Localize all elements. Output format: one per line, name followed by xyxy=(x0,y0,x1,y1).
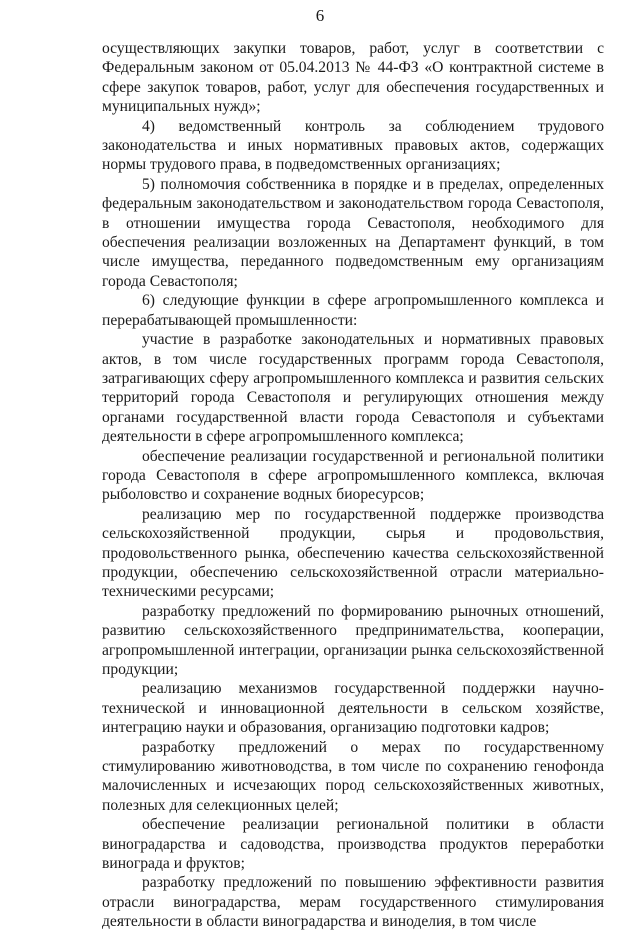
paragraph-policy: обеспечение реализации государственной и региональной политики города Севастополя в сфере агропромышленного комплекса, включая рыболовство и сохранение водных биоресурсов; xyxy=(102,447,604,504)
paragraph-item-4: 4) ведомственный контроль за соблюдением трудового законодательства и иных нормативных правовых актов, содержащих нормы трудового права, в подведомственных организациях; xyxy=(102,117,604,174)
paragraph-viticulture-policy: обеспечение реализации региональной политики в области виноградарства и садоводства, производства продуктов переработки винограда и фруктов; xyxy=(102,816,604,873)
paragraph-support-measures: реализацию мер по государственной поддержке производства сельскохозяйственной продукции, сырья и продовольствия, продовольственного рынка, обеспечению качества сельскохозяйственной продукции, обеспечению сельскохозяйственной отрасли материально-техническими ресурсами; xyxy=(102,505,604,601)
document-body xyxy=(102,39,604,932)
page-number: 6 xyxy=(315,6,325,25)
paragraph-market-relations: разработку предложений по формированию рыночных отношений, развитию сельскохозяйственного предпринимательства, кооперации, агропромышленной интеграции, организации рынка сельскохозяйственной продукции; xyxy=(102,602,604,678)
paragraph-item-6: 6) следующие функции в сфере агропромышленного комплекса и перерабатывающей промышленности: xyxy=(102,292,604,329)
paragraph-viticulture-efficiency: разработку предложений по повышению эффективности развития отрасли виноградарства, мерам государственного стимулирования деятельности в области виноградарства и виноделия, в том числе xyxy=(102,874,604,931)
paragraph-item-5: 5) полномочия собственника в порядке и в пределах, определенных федеральным законодательством и законодательством города Севастополя, в отношении имущества города Севастополя, необходимого для обеспечения реализации возложенных на Департамент функций, в том числе имущества, переданного подведомственным ему организациям города Севастополя; xyxy=(102,175,604,290)
paragraph-1: осуществляющих закупки товаров, работ, услуг в соответствии с Федеральным законом от 05.04.2013 № 44-ФЗ «О контрактной системе в сфере закупок товаров, работ, услуг для обеспечения государственных и муниципальных нужд»; xyxy=(102,40,604,116)
paragraph-legislation: участие в разработке законодательных и нормативных правовых актов, в том числе государственных программ города Севастополя, затрагивающих сферу агропромышленного комплекса и развития сельских территорий города Севастополя и регулирующих отношения между органами государственной власти города Севастополя и субъектами деятельности в сфере агропромышленного комплекса; xyxy=(102,331,604,446)
paragraph-livestock: разработку предложений о мерах по государственному стимулированию животноводства, в том числе по сохранению генофонда малочисленных и исчезающих пород сельскохозяйственных животных, полезных для селекционных целей; xyxy=(102,738,604,814)
paragraph-innovation: реализацию механизмов государственной поддержки научно-технической и инновационной деятельности в сельском хозяйстве, интеграцию науки и образования, организацию подготовки кадров; xyxy=(102,680,604,737)
